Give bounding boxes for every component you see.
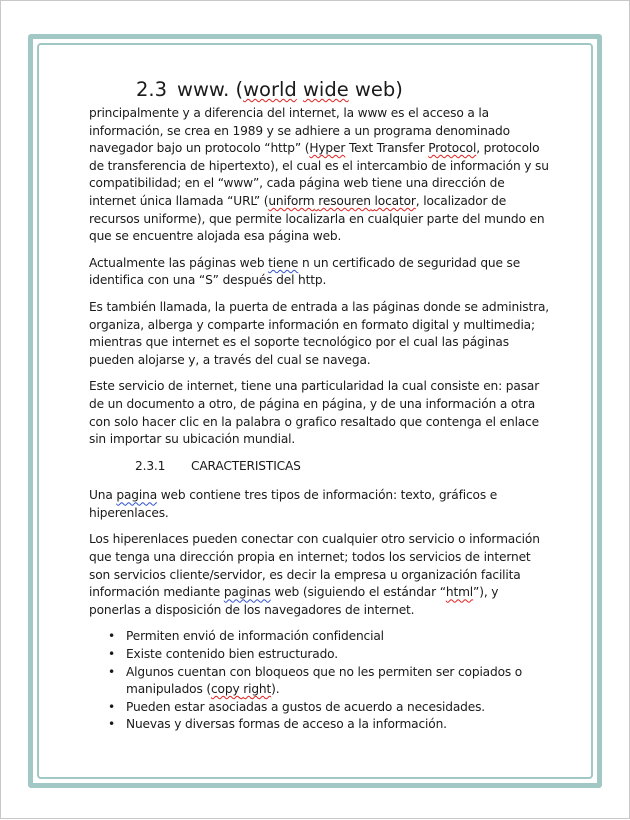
paragraph-text: , protocolo de transferencia de hipertexto), el cual es el intercambio de información y su compatibilidad; en el “www”, cada página web tiene una dirección de internet única llamada “URL” ( [89, 141, 549, 208]
paragraph-text: , localizador de recursos uniforme), que permite localizarla en cualquier parte del mundo en que se encuentre alojada esa página web. [89, 193, 545, 244]
spelling-error[interactable]: world [243, 78, 297, 101]
paragraph-text: ”), y ponerlas a disposición de los navegadores de internet. [89, 585, 499, 617]
spelling-error[interactable]: Hyper [309, 141, 346, 156]
section-number: 2.3 [136, 78, 168, 101]
heading-text: www. ( [177, 78, 244, 101]
list-item [89, 664, 549, 699]
paragraph-text: Text Transfer [345, 141, 429, 156]
section-heading [136, 75, 549, 105]
bullet-icon: • [108, 647, 116, 662]
spelling-error[interactable]: locator [374, 193, 416, 208]
paragraph-info-types [89, 487, 549, 522]
paragraph-text: principalmente y a diferencia del internet, la www es el acceso a la información, se crea en 1989 y se adhiere a un programa denominado navegador bajo un protocolo “http” ( [89, 106, 510, 156]
paragraph-text: Actualmente las páginas web [89, 255, 269, 270]
list-item [89, 646, 549, 664]
paragraph-gateway: Es también llamada, la puerta de entrada a las páginas donde se administra, organiza, alberga y comparte información en formato digital y multimedia; mientras que internet es el soporte tecnológico por el cual las páginas pueden alojarse y, a través del cual se navega. [89, 299, 549, 367]
spelling-error[interactable]: wide [302, 78, 349, 101]
list-item-text: ). [271, 682, 280, 697]
grammar-error[interactable]: tiene [268, 255, 299, 270]
grammar-error[interactable]: pagina [116, 488, 158, 503]
spelling-error[interactable]: right [243, 682, 272, 697]
paragraph-security [89, 255, 549, 290]
document-body[interactable] [89, 75, 549, 734]
list-item-text: Algunos cuentan con bloqueos que no les permiten ser copiados o manipulados ( [126, 664, 523, 697]
list-item-text: Pueden estar asociadas a gustos de acuerdo a necesidades. [126, 699, 486, 714]
bullet-icon: • [108, 717, 116, 732]
paragraph-intro [89, 105, 549, 246]
list-item-text: Permiten envió de información confidencial [126, 629, 384, 644]
paragraph-text: web (siguiendo el estándar “ [270, 585, 446, 600]
bullet-icon: • [108, 664, 116, 679]
grammar-error[interactable]: paginas [223, 585, 271, 600]
subsection-title: CARACTERISTICAS [191, 458, 301, 473]
list-item [89, 716, 549, 734]
paragraph-text: Los hiperenlaces pueden conectar con cualquier otro servicio o información que tenga una dirección propia en internet; todos los servicios de internet son servicios cliente/servidor, es decir la empresa u organización facilita información mediante [89, 532, 540, 600]
bullet-icon: • [108, 629, 116, 644]
list-item [89, 628, 549, 646]
paragraph-text: Una [89, 488, 117, 503]
spelling-error[interactable]: html [445, 585, 474, 600]
heading-text: web) [348, 78, 403, 101]
paragraph-hyperlinks [89, 531, 549, 619]
list-item-text: Nuevas y diversas formas de acceso a la información. [126, 717, 447, 732]
paragraph-text: web contiene tres tipos de información: texto, gráficos e hiperenlaces. [89, 488, 498, 520]
spelling-error[interactable]: uniform [268, 193, 315, 208]
bullet-icon: • [108, 699, 116, 714]
paragraph-navigation: Este servicio de internet, tiene una particularidad la cual consiste en: pasar de un documento a otro, de página en página, y de una información a otra con solo hacer clic en la palabra o grafico resaltado que contenga el enlace sin importar su ubicación mundial. [89, 379, 540, 447]
subsection-heading [135, 458, 549, 476]
subsection-number: 2.3.1 [135, 458, 166, 473]
spelling-error[interactable]: Protocol [428, 141, 477, 156]
characteristics-list [89, 628, 549, 734]
list-item [89, 699, 549, 717]
spelling-error[interactable]: resouren [318, 193, 371, 208]
spelling-error[interactable]: copy [211, 682, 240, 697]
paragraph-text: n un certificado de seguridad que se identifica con una “S” después del http. [89, 255, 521, 288]
list-item-text: Existe contenido bien estructurado. [126, 647, 339, 662]
